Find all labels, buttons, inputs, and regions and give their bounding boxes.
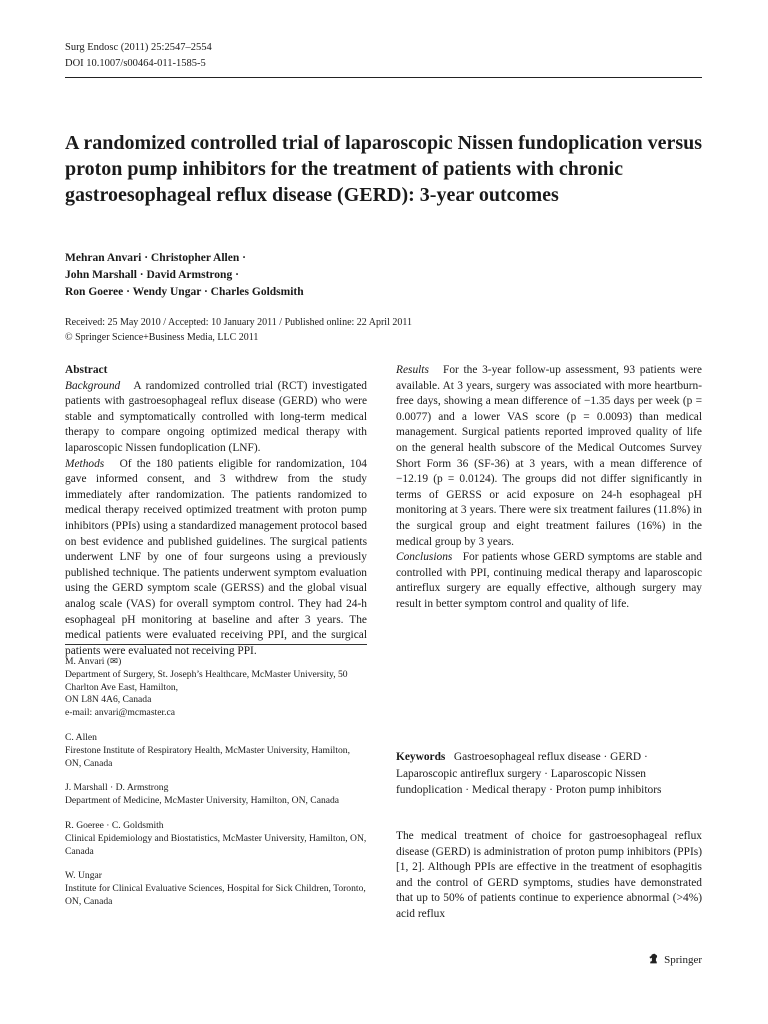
conclusions-label: Conclusions bbox=[396, 551, 453, 564]
methods-label: Methods bbox=[65, 457, 105, 470]
received-line: Received: 25 May 2010 / Accepted: 10 January 2011 / Published online: 22 April 2011 bbox=[65, 317, 412, 328]
background-label: Background bbox=[65, 379, 121, 392]
affiliation-names: C. Allen bbox=[65, 731, 97, 743]
affiliation-names: W. Ungar bbox=[65, 870, 102, 882]
springer-knight-icon bbox=[647, 952, 660, 968]
abstract-left-column bbox=[65, 363, 367, 659]
affiliation-divider bbox=[65, 644, 367, 645]
background-text: A randomized controlled trial (RCT) investigated patients with gastroesophageal reflux disease (GERD) who were stable and symptomatically controlled with long-term medical therapy to compare ongoing optimized medical therapy with laparoscopic Nissen fundoplication (LNF). bbox=[65, 379, 368, 454]
affiliation-line: Institute for Clinical Evaluative Sciences, Hospital for Sick Children, Toronto, ON, Canada bbox=[65, 883, 366, 907]
abstract-background bbox=[65, 379, 367, 457]
affiliations bbox=[65, 656, 367, 921]
header-divider bbox=[65, 77, 702, 78]
reference-link[interactable]: 1 bbox=[399, 861, 406, 874]
affiliation-names: J. Marshall · D. Armstrong bbox=[65, 782, 169, 794]
affiliation-line: Department of Surgery, St. Joseph’s Healthcare, McMaster University, 50 Charlton Ave East, Hamilton, bbox=[65, 668, 348, 693]
reference-separator: , bbox=[405, 861, 413, 874]
conclusions-text: For patients whose GERD symptoms are stable and controlled with PPI, continuing medical therapy and laparoscopic antireflux surgery are equally effective, although surgery may result in better symptom control and quality of life. bbox=[396, 551, 703, 610]
author-line: Mehran Anvari · Christopher Allen · bbox=[65, 252, 246, 264]
abstract-conclusions bbox=[396, 550, 702, 612]
affiliation-entry bbox=[65, 782, 367, 808]
keywords bbox=[396, 749, 702, 799]
journal-citation: Surg Endosc (2011) 25:2547–2554 bbox=[65, 42, 212, 53]
affiliation-entry bbox=[65, 870, 367, 908]
results-label: Results bbox=[396, 364, 429, 376]
results-text: For the 3-year follow-up assessment, 93 patients were available. At 3 years, surgery was associated with more heartburn-free days, showing a mean difference of −1.35 days per week (p = 0.0077) and a lower VAS score (p = 0.0093) than medical management. Surgical patients reported improved quality of life on the general health subscore of the Medical Outcomes Survey Short Form 36 (SF-36) at 3 years, with a mean difference of −12.19 (p = 0.0124). The groups did not differ significantly in terms of GERSS or acid exposure on 24-h esophageal pH monitoring at 3 years. There were six treatment failures (11.8%) in the surgical group and eight treatment failures (16%) in the medical group by 3 years. bbox=[396, 364, 702, 548]
journal-doi[interactable]: DOI 10.1007/s00464-011-1585-5 bbox=[65, 58, 206, 69]
affiliation-names: M. Anvari (✉) bbox=[65, 656, 122, 667]
abstract-right-column bbox=[396, 363, 702, 613]
author-line: Ron Goeree · Wendy Ungar · Charles Goldsmith bbox=[65, 286, 304, 298]
abstract-heading: Abstract bbox=[65, 364, 108, 376]
reference-link[interactable]: 2 bbox=[412, 861, 418, 874]
affiliation-entry bbox=[65, 732, 367, 770]
copyright-line: © Springer Science+Business Media, LLC 2011 bbox=[65, 332, 259, 343]
abstract-methods bbox=[65, 457, 367, 660]
publication-dates bbox=[65, 315, 705, 345]
publisher-name: Springer bbox=[664, 954, 702, 966]
affiliation-line: ON L8N 4A6, Canada bbox=[65, 694, 152, 706]
affiliation-line: Clinical Epidemiology and Biostatistics, McMaster University, Hamilton, ON, Canada bbox=[65, 832, 367, 857]
keywords-text: Gastroesophageal reflux disease · GERD · Laparoscopic antireflux surgery · Laparoscopic Nissen fundoplication · Medical therapy · Proton pump inhibitors bbox=[396, 751, 662, 796]
abstract-results bbox=[396, 363, 702, 550]
affiliation-entry bbox=[65, 820, 367, 858]
keywords-label: Keywords bbox=[396, 751, 446, 763]
intro-text: The medical treatment of choice for gastroesophageal reflux disease (GERD) is administration of proton pump inhibitors (PPIs) [ bbox=[396, 830, 702, 874]
intro-paragraph bbox=[396, 829, 702, 923]
intro-text: ]. Although PPIs are effective in the treatment of esophagitis and the control of GERD symptoms, studies have demonstrated that up to 50% of patients continue to experience abnormal (>4%) acid reflux bbox=[396, 861, 702, 920]
affiliation-line: Department of Medicine, McMaster University, Hamilton, ON, Canada bbox=[65, 795, 340, 807]
author-list bbox=[65, 250, 565, 301]
affiliation-names: R. Goeree · C. Goldsmith bbox=[65, 819, 164, 831]
methods-text: Of the 180 patients eligible for randomization, 104 gave informed consent, and 3 withdrew from the study immediately after randomization. The patients randomized to medical therapy received optimized treatment with proton pump inhibitors (PPIs) using a standardized management protocol based on best evidence and published guidelines. The surgical patients underwent LNF by one of four surgeons using a previously published technique. The patients underwent symptom evaluation using the GERD symptom scale (GERSS) and the global visual analog scale (VAS) for overall symptom control. They had 24-h esophageal pH monitoring at baseline and after 3 years. The medical patients were evaluated receiving PPI, and the surgical patients were evaluated not receiving PPI. bbox=[65, 457, 367, 657]
journal-header bbox=[65, 40, 212, 72]
affiliation-email[interactable]: e-mail: anvari@mcmaster.ca bbox=[65, 707, 176, 719]
affiliation-line: Firestone Institute of Respiratory Health, McMaster University, Hamilton, ON, Canada bbox=[65, 744, 351, 769]
introduction bbox=[396, 829, 702, 923]
affiliation-entry bbox=[65, 656, 367, 720]
article-title: A randomized controlled trial of laparoscopic Nissen fundoplication versus proton pump inhibitors for the treatment of patients with chronic gastroesophageal reflux disease (GERD): 3-year outcomes bbox=[65, 132, 703, 206]
author-line: John Marshall · David Armstrong · bbox=[65, 269, 239, 281]
publisher-footer bbox=[647, 952, 702, 968]
